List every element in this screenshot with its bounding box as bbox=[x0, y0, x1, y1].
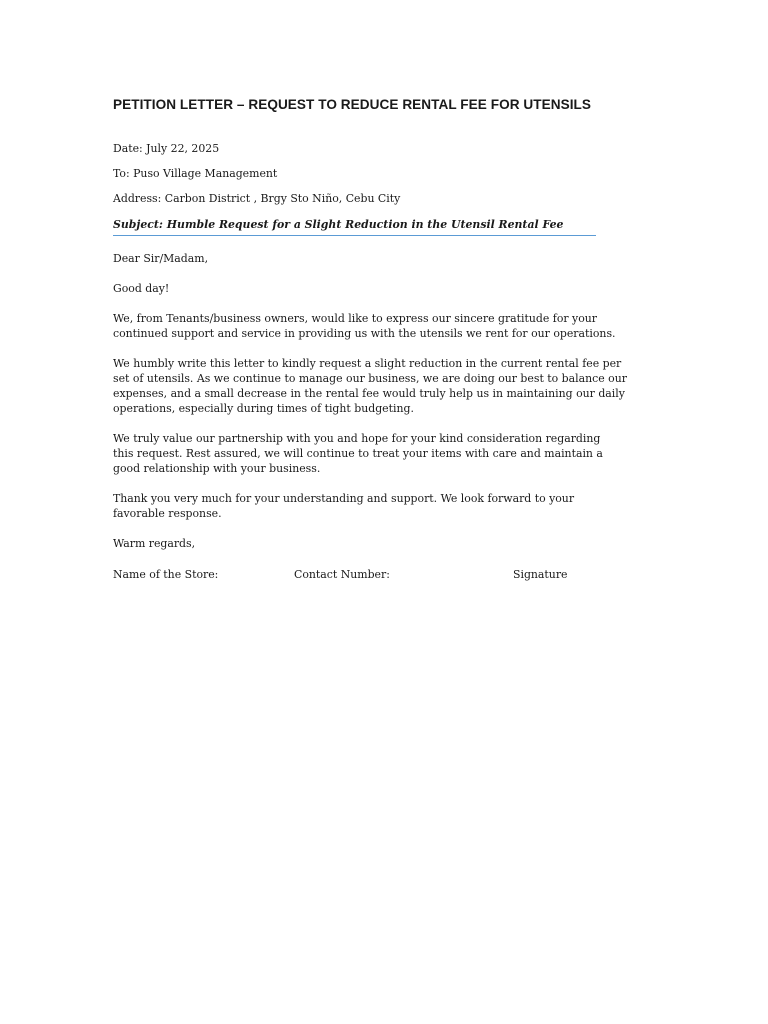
paragraph-gratitude bbox=[113, 311, 661, 341]
letter-subject: Subject: Humble Request for a Slight Reduction in the Utensil Rental Fee bbox=[113, 217, 596, 236]
paragraph-line: operations, especially during times of tight budgeting. bbox=[113, 402, 414, 415]
letter-greeting: Good day! bbox=[113, 282, 170, 295]
letter-salutation: Dear Sir/Madam, bbox=[113, 252, 209, 265]
paragraph-line: We, from Tenants/business owners, would like to express our sincere gratitude for your bbox=[113, 312, 597, 325]
letter-date: Date: July 22, 2025 bbox=[113, 142, 220, 155]
paragraph-thanks bbox=[113, 491, 661, 521]
paragraph-partnership bbox=[113, 431, 661, 476]
letter-title: PETITION LETTER – REQUEST TO REDUCE RENTAL FEE FOR UTENSILS bbox=[113, 97, 592, 112]
paragraph-line: continued support and service in providing us with the utensils we rent for our operations. bbox=[113, 327, 616, 340]
letter-address: Address: Carbon District , Brgy Sto Niño, Cebu City bbox=[113, 192, 401, 205]
paragraph-line: We truly value our partnership with you and hope for your kind consideration regarding bbox=[113, 432, 601, 445]
paragraph-line: expenses, and a small decrease in the rental fee would truly help us in maintaining our daily bbox=[113, 387, 625, 400]
paragraph-line: Thank you very much for your understanding and support. We look forward to your bbox=[113, 492, 575, 505]
paragraph-request bbox=[113, 356, 661, 416]
letter-closing: Warm regards, bbox=[113, 537, 196, 550]
paragraph-line: We humbly write this letter to kindly request a slight reduction in the current rental fee per bbox=[113, 357, 622, 370]
signature-row bbox=[113, 567, 673, 583]
store-name-label: Name of the Store: bbox=[113, 568, 219, 581]
contact-number-label: Contact Number: bbox=[294, 568, 390, 581]
paragraph-line: favorable response. bbox=[113, 507, 222, 520]
paragraph-line: good relationship with your business. bbox=[113, 462, 321, 475]
signature-label: Signature bbox=[513, 568, 568, 581]
paragraph-line: this request. Rest assured, we will continue to treat your items with care and maintain a bbox=[113, 447, 603, 460]
letter-recipient: To: Puso Village Management bbox=[113, 167, 278, 180]
paragraph-line: set of utensils. As we continue to manage our business, we are doing our best to balance our bbox=[113, 372, 627, 385]
